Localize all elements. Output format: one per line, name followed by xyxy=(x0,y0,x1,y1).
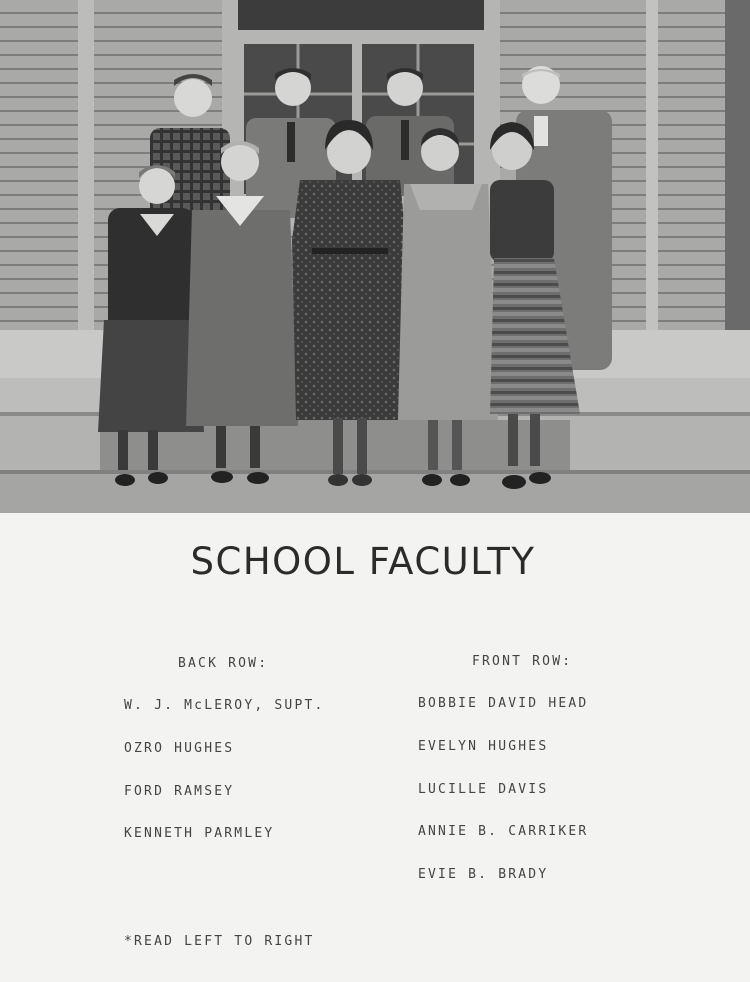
list-item: OZRO HUGHES xyxy=(124,741,235,756)
list-item: ANNIE B. CARRIKER xyxy=(418,824,589,839)
list-item: LUCILLE DAVIS xyxy=(418,782,549,797)
list-item: EVIE B. BRADY xyxy=(418,867,549,882)
list-item: BOBBIE DAVID HEAD xyxy=(418,696,589,711)
list-item: W. J. McLEROY, SUPT. xyxy=(124,698,325,713)
list-item: KENNETH PARMLEY xyxy=(124,826,275,841)
back-row-label: BACK ROW: xyxy=(178,656,269,671)
page-title: SCHOOL FACULTY xyxy=(190,540,536,583)
list-item: EVELYN HUGHES xyxy=(418,739,549,754)
list-item: FORD RAMSEY xyxy=(124,784,235,799)
front-row-label: FRONT ROW: xyxy=(472,654,573,669)
footnote: *READ LEFT TO RIGHT xyxy=(124,934,315,949)
